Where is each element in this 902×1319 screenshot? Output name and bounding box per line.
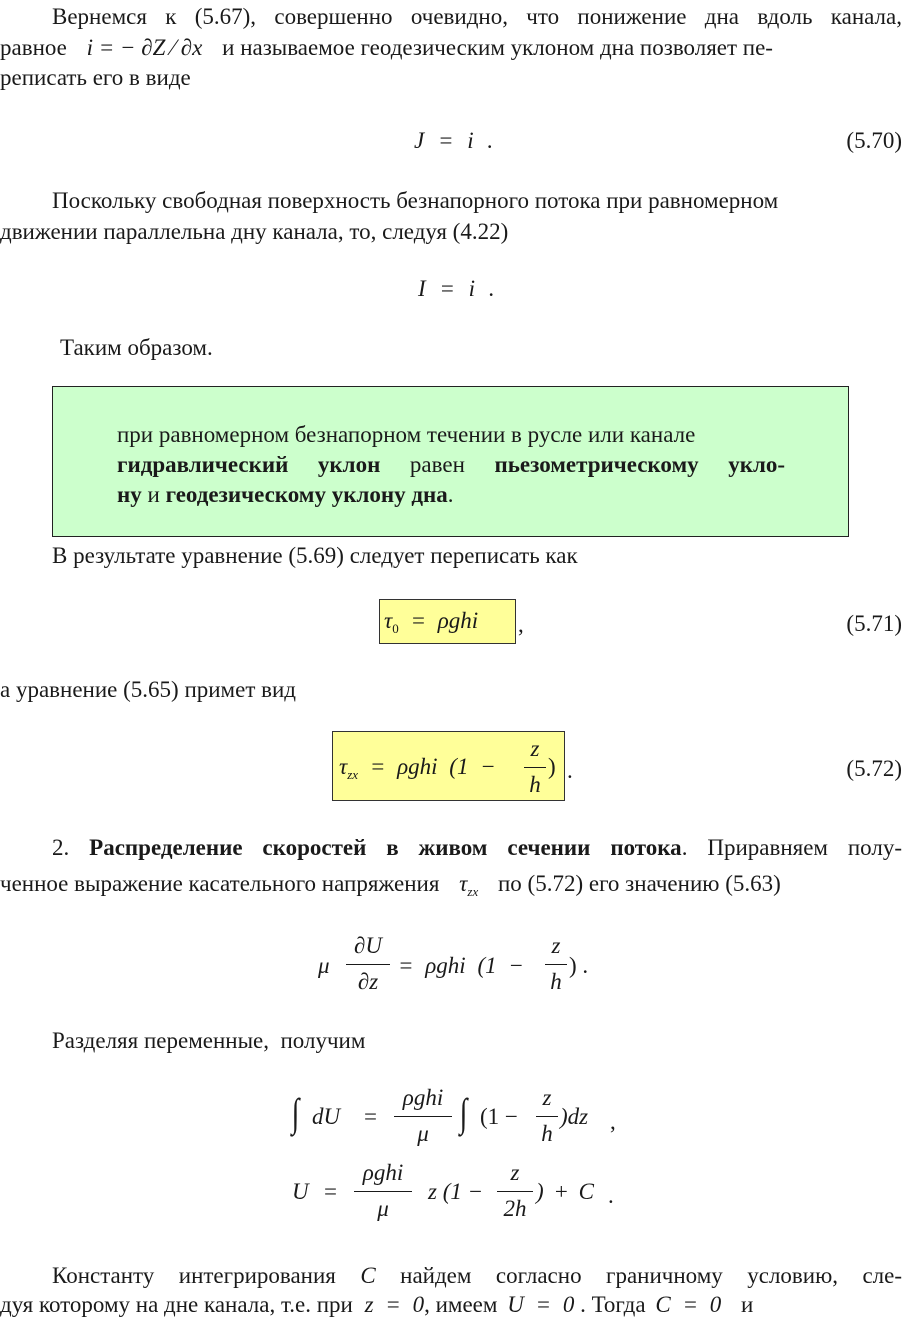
U-mid: z (1 − bbox=[428, 1179, 484, 1204]
equation-number-5-72: (5.72) bbox=[846, 756, 902, 781]
para7-line1 bbox=[52, 1262, 902, 1290]
equation-5-72-lhs bbox=[339, 753, 496, 784]
section2-line1 bbox=[52, 834, 902, 862]
equation-mu-close: ) . bbox=[569, 953, 589, 978]
para6-text: Разделяя переменные, получим bbox=[52, 1028, 366, 1053]
fraction-numerator: z bbox=[551, 933, 561, 958]
para5-text: а уравнение (5.65) примет вид bbox=[0, 677, 296, 702]
para7-line2-a: дуя которому на дне канала, т.е. при bbox=[0, 1292, 353, 1317]
equation-5-72-close: ) bbox=[548, 754, 556, 779]
equation-5-71 bbox=[384, 607, 478, 638]
tau-zx-symbol: τ bbox=[339, 754, 348, 779]
fraction-z-over-h-int bbox=[536, 1084, 558, 1148]
fraction-rhoghi-over-mu-2 bbox=[354, 1159, 412, 1223]
fraction-z-over-h-5-72 bbox=[524, 735, 546, 799]
fraction-bar bbox=[524, 767, 546, 768]
para7-line2 bbox=[0, 1291, 753, 1319]
condition-U-zero: U = 0 bbox=[507, 1292, 575, 1317]
section2-title-end: . bbox=[681, 835, 688, 860]
fraction-z-over-2h bbox=[497, 1159, 533, 1223]
equation-number-5-70: (5.70) bbox=[846, 128, 902, 153]
fraction-numerator: ρghi bbox=[402, 1085, 444, 1110]
constant-C: C bbox=[360, 1263, 376, 1288]
fraction-bar bbox=[545, 964, 567, 965]
fraction-bar bbox=[354, 1191, 412, 1192]
integral-dU: dU bbox=[312, 1104, 341, 1129]
fraction-bar bbox=[536, 1116, 558, 1117]
definition-line3 bbox=[117, 481, 454, 509]
equation-5-71-rhs: = ρghi bbox=[410, 608, 479, 633]
integral-sign-left: ∫ bbox=[291, 1090, 300, 1135]
definition-equals: равен bbox=[409, 452, 465, 477]
definition-period: . bbox=[447, 482, 454, 507]
fraction-denominator: μ bbox=[417, 1121, 429, 1146]
fraction-denominator: μ bbox=[377, 1196, 389, 1221]
section2-line2-pre: ченное выражение касательного напряжения bbox=[0, 871, 440, 896]
fraction-dU-over-dz bbox=[346, 932, 390, 996]
U-tail: ) + C bbox=[536, 1179, 595, 1204]
equation-5-71-comma: , bbox=[518, 612, 524, 637]
fraction-z-over-h-mu bbox=[545, 932, 567, 996]
fraction-denominator: h bbox=[529, 772, 541, 797]
U-dot: . bbox=[608, 1183, 614, 1208]
integral-tail: )dz bbox=[560, 1104, 589, 1129]
mu-symbol: μ bbox=[318, 953, 330, 978]
para7-line2-c: . Тогда bbox=[580, 1292, 646, 1317]
equation-5-72-dot: . bbox=[567, 758, 573, 783]
para2-line1: Поскольку свободная поверхность безнапорного потока при равномерном bbox=[52, 188, 779, 213]
tau-zx-subscript: zx bbox=[347, 767, 359, 782]
tau-subscript: 0 bbox=[392, 621, 399, 636]
para7-line1-post: найдем согласно граничному условию, сле- bbox=[400, 1263, 902, 1288]
fraction-numerator: ρghi bbox=[362, 1160, 404, 1185]
fraction-denominator: ∂z bbox=[357, 969, 379, 994]
definition-term-piezometric-slope-end: ну bbox=[117, 482, 142, 507]
para7-line1-pre: Константу интегрирования bbox=[52, 1263, 336, 1288]
integral-sign-right: ∫ bbox=[459, 1090, 468, 1135]
fraction-bar bbox=[394, 1116, 452, 1117]
definition-and: и bbox=[147, 482, 160, 507]
equation-5-72-rhs: = ρghi (1 − bbox=[369, 754, 496, 779]
equation-5-70: J = i . bbox=[414, 128, 494, 153]
fraction-numerator: ∂U bbox=[354, 933, 382, 958]
fraction-bar bbox=[346, 964, 390, 965]
para1-line2-pre: равное bbox=[0, 35, 67, 60]
para7-line2-b: , имеем bbox=[424, 1292, 498, 1317]
section2-tau-symbol: τ bbox=[459, 871, 468, 896]
section2-number: 2. bbox=[52, 835, 70, 860]
definition-line1: при равномерном безнапорном течении в русле или канале bbox=[117, 422, 696, 447]
para1-line1: Вернемся к (5.67), совершенно очевидно, что понижение дна вдоль канала, bbox=[52, 4, 902, 29]
definition-term-hydraulic-slope: гидравлический уклон bbox=[117, 452, 381, 477]
fraction-denominator: h bbox=[541, 1121, 553, 1146]
fraction-denominator: h bbox=[550, 969, 562, 994]
fraction-bar bbox=[497, 1191, 533, 1192]
equation-I-equals-i: I = i . bbox=[418, 276, 495, 301]
para1-line2 bbox=[0, 34, 902, 62]
section2-tau-subscript: zx bbox=[467, 884, 479, 899]
section2-line2 bbox=[0, 870, 781, 901]
slope-formula: i = − ∂Z ⁄ ∂x bbox=[86, 35, 203, 60]
fraction-numerator: z bbox=[530, 736, 540, 761]
integral-equals: = bbox=[364, 1104, 377, 1129]
fraction-numerator: z bbox=[542, 1085, 552, 1110]
para3-text: Таким образом. bbox=[60, 335, 213, 360]
section2-line1-post: Приравняем полу- bbox=[707, 835, 902, 860]
section2-title: Распределение скоростей в живом сечении потока bbox=[89, 835, 682, 860]
definition-term-piezometric-slope: пьезометрическому укло- bbox=[494, 452, 786, 477]
section2-line2-post: по (5.72) его значению (5.63) bbox=[497, 871, 781, 896]
para1-line3: реписать его в виде bbox=[0, 65, 191, 90]
para7-line2-d: и bbox=[740, 1292, 754, 1317]
fraction-denominator: 2h bbox=[503, 1196, 527, 1221]
para1-line2-post: и называемое геодезическим уклоном дна позволяет пе- bbox=[222, 35, 773, 60]
U-lhs: U bbox=[292, 1179, 309, 1204]
fraction-numerator: z bbox=[510, 1160, 520, 1185]
condition-z-zero: z = 0 bbox=[364, 1292, 425, 1317]
definition-term-geodesic-slope: геодезическому уклону дна bbox=[165, 482, 448, 507]
definition-line2 bbox=[117, 451, 785, 479]
fraction-rhoghi-over-mu-1 bbox=[394, 1084, 452, 1148]
U-equals: = bbox=[324, 1179, 337, 1204]
equation-mu-rhs: = ρghi (1 − bbox=[398, 953, 524, 978]
para2-line2: движении параллельна дну канала, то, следуя (4.22) bbox=[0, 219, 509, 244]
tau-symbol: τ bbox=[384, 608, 393, 633]
integral-comma: , bbox=[610, 1109, 616, 1134]
integral-paren: (1 − bbox=[480, 1104, 518, 1129]
para4-text: В результате уравнение (5.69) следует переписать как bbox=[52, 543, 578, 568]
result-C-zero: C = 0 bbox=[655, 1292, 722, 1317]
equation-number-5-71: (5.71) bbox=[846, 611, 902, 636]
